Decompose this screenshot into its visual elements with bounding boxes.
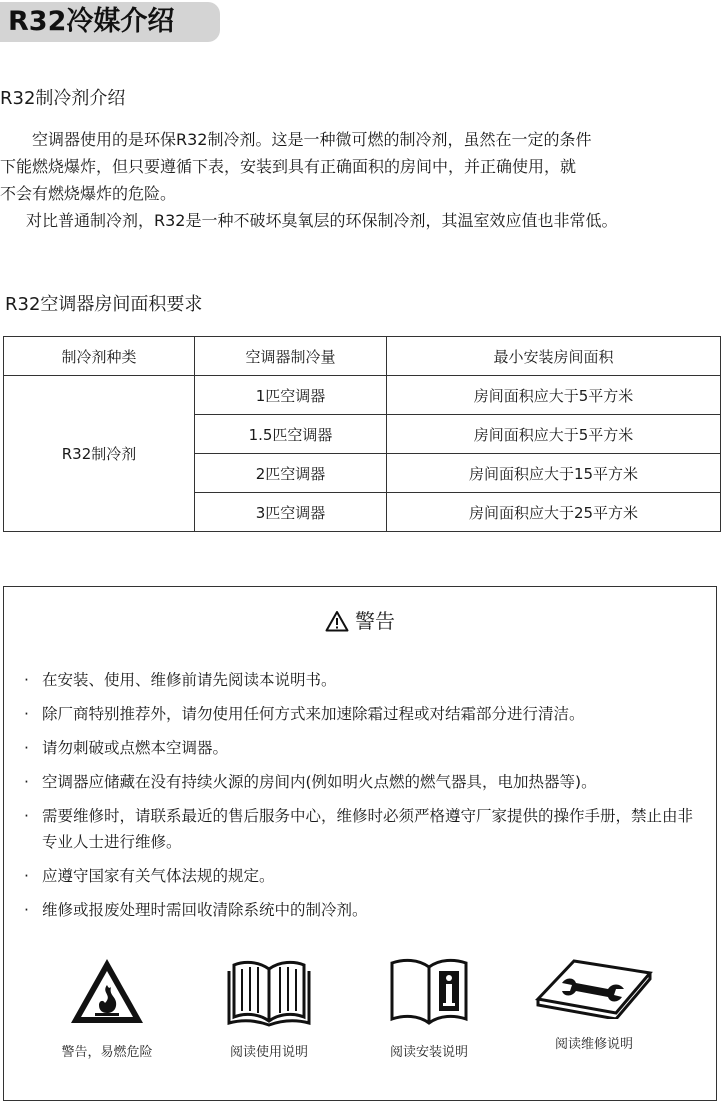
intro-line-1: 空调器使用的是环保R32制冷剂。这是一种微可燃的制冷剂，虽然在一定的条件 bbox=[32, 130, 592, 149]
table-header: 制冷剂种类 bbox=[4, 337, 195, 376]
pictogram-service-manual bbox=[519, 955, 669, 1052]
bullet: · bbox=[24, 867, 29, 885]
list-item: · 在安装、使用、维修前请先阅读本说明书。 bbox=[24, 667, 704, 693]
pictogram-caption: 阅读维修说明 bbox=[554, 1037, 633, 1052]
bullet: · bbox=[24, 901, 29, 919]
warning-list bbox=[24, 667, 704, 931]
pictogram-flammable bbox=[32, 955, 182, 1060]
flammable-warning-icon bbox=[67, 955, 147, 1027]
intro-heading: R32制冷剂介绍 bbox=[0, 88, 126, 109]
capacity-cell: 3匹空调器 bbox=[195, 493, 387, 532]
pictogram-caption: 阅读安装说明 bbox=[389, 1045, 468, 1060]
warning-triangle-icon bbox=[325, 610, 349, 632]
pictogram-caption: 阅读使用说明 bbox=[229, 1045, 308, 1060]
list-item: · 除厂商特别推荐外，请勿使用任何方式来加速除霜过程或对结霜部分进行清洁。 bbox=[24, 701, 704, 727]
list-item: · 需要维修时，请联系最近的售后服务中心，维修时必须严格遵守厂家提供的操作手册，禁止由非专业人士进行维修。 bbox=[24, 803, 704, 855]
warning-title: 警告 bbox=[355, 609, 395, 633]
bullet: · bbox=[24, 705, 29, 723]
capacity-cell: 1.5匹空调器 bbox=[195, 415, 387, 454]
intro-line-3: 不会有燃烧爆炸的危险。 bbox=[0, 184, 177, 203]
pictogram-caption: 警告，易燃危险 bbox=[61, 1045, 153, 1060]
page-title: R32冷媒介绍 bbox=[0, 2, 220, 42]
refrigerant-cell: R32制冷剂 bbox=[4, 376, 195, 532]
table-header: 最小安装房间面积 bbox=[387, 337, 721, 376]
intro-line-2: 下能燃烧爆炸，但只要遵循下表，安装到具有正确面积的房间中，并正确使用，就 bbox=[0, 157, 577, 176]
install-manual-icon bbox=[386, 955, 472, 1027]
pictogram-install-manual bbox=[354, 955, 504, 1060]
area-cell: 房间面积应大于5平方米 bbox=[387, 415, 721, 454]
bullet: · bbox=[24, 807, 29, 825]
capacity-cell: 2匹空调器 bbox=[195, 454, 387, 493]
pictogram-read-manual bbox=[194, 955, 344, 1060]
area-cell: 房间面积应大于25平方米 bbox=[387, 493, 721, 532]
warning-box bbox=[3, 586, 717, 1101]
area-cell: 房间面积应大于5平方米 bbox=[387, 376, 721, 415]
list-item: · 请勿刺破或点燃本空调器。 bbox=[24, 735, 704, 761]
table-header-row bbox=[4, 337, 721, 376]
table-row bbox=[4, 376, 721, 415]
list-item: · 空调器应储藏在没有持续火源的房间内(例如明火点燃的燃气器具，电加热器等)。 bbox=[24, 769, 704, 795]
bullet: · bbox=[24, 671, 29, 689]
area-heading: R32空调器房间面积要求 bbox=[5, 294, 203, 315]
list-item: · 应遵守国家有关气体法规的规定。 bbox=[24, 863, 704, 889]
area-cell: 房间面积应大于15平方米 bbox=[387, 454, 721, 493]
warning-header bbox=[4, 607, 716, 635]
intro-line-4: 对比普通制冷剂，R32是一种不破坏臭氧层的环保制冷剂，其温室效应值也非常低。 bbox=[26, 211, 618, 230]
list-item: · 维修或报废处理时需回收清除系统中的制冷剂。 bbox=[24, 897, 704, 923]
intro-text bbox=[0, 126, 721, 234]
bullet: · bbox=[24, 739, 29, 757]
read-manual-icon bbox=[226, 955, 312, 1027]
service-manual-icon bbox=[532, 955, 656, 1019]
bullet: · bbox=[24, 773, 29, 791]
capacity-cell: 1匹空调器 bbox=[195, 376, 387, 415]
area-table bbox=[3, 336, 721, 532]
pictogram-row bbox=[4, 955, 716, 1095]
table-header: 空调器制冷量 bbox=[195, 337, 387, 376]
